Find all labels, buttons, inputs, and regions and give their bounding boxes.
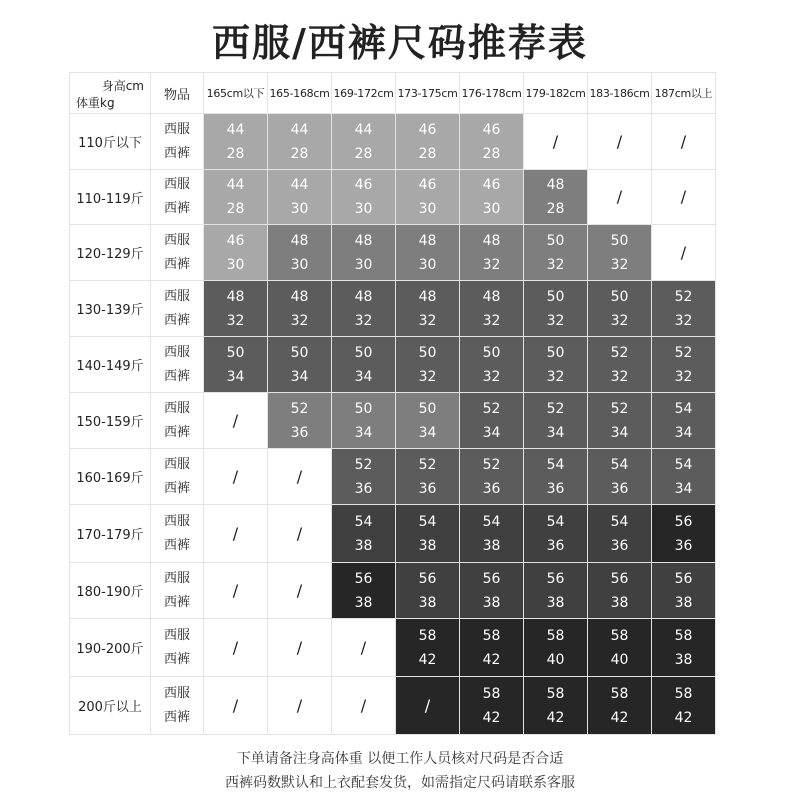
suit-size: 54 <box>482 513 501 530</box>
size-cell-na: / <box>204 449 268 505</box>
pants-size: 28 <box>482 145 501 162</box>
pants-size: 40 <box>610 651 629 668</box>
size-cell <box>652 619 716 677</box>
size-cell <box>524 170 588 225</box>
page-title: 西服/西裤尺码推荐表 <box>212 21 588 65</box>
suit-size: 50 <box>610 232 629 249</box>
size-cell-na: / <box>204 393 268 449</box>
suit-label: 西服 <box>163 570 190 586</box>
size-cell <box>588 677 652 735</box>
size-cell-na: / <box>332 677 396 735</box>
size-cell <box>652 505 716 563</box>
pants-label: 西裤 <box>163 256 190 272</box>
weight-cell: 150-159斤 <box>70 393 151 449</box>
pants-size: 38 <box>674 594 693 611</box>
pants-size: 32 <box>354 312 373 329</box>
pants-size: 28 <box>354 145 373 162</box>
suit-size: 52 <box>546 400 565 417</box>
pants-size: 32 <box>610 312 629 329</box>
pants-size: 34 <box>546 424 565 441</box>
pants-size: 32 <box>482 312 501 329</box>
size-chart-table <box>69 72 716 735</box>
size-cell <box>524 225 588 281</box>
size-cell <box>652 281 716 337</box>
size-cell <box>588 393 652 449</box>
pants-size: 38 <box>418 594 437 611</box>
pants-size: 42 <box>674 709 693 726</box>
suit-size: 58 <box>546 627 565 644</box>
table-row <box>70 170 716 225</box>
suit-size: 52 <box>482 400 501 417</box>
pants-size: 32 <box>226 312 245 329</box>
size-cell <box>204 114 268 170</box>
suit-size: 46 <box>354 177 373 193</box>
pants-label: 西裤 <box>163 201 190 216</box>
size-cell <box>588 563 652 619</box>
weight-label: 体重kg <box>76 96 115 110</box>
suit-size: 52 <box>290 400 309 417</box>
size-cell <box>332 114 396 170</box>
pants-size: 36 <box>546 480 565 497</box>
size-cell-na: / <box>268 619 332 677</box>
size-cell <box>204 170 268 225</box>
footer-note-2: 西裤码数默认和上衣配套发货，如需指定尺码请联系客服 <box>225 775 575 791</box>
pants-size: 36 <box>610 480 629 497</box>
suit-size: 58 <box>546 685 565 702</box>
size-cell <box>332 170 396 225</box>
suit-size: 48 <box>418 232 437 249</box>
suit-size: 50 <box>290 344 309 361</box>
pants-size: 34 <box>226 368 245 385</box>
pants-size: 34 <box>354 368 373 385</box>
pants-size: 30 <box>290 256 309 273</box>
suit-size: 52 <box>610 400 629 417</box>
pants-size: 30 <box>418 201 437 217</box>
suit-size: 48 <box>290 288 309 305</box>
size-cell <box>332 225 396 281</box>
suit-size: 58 <box>418 627 437 644</box>
suit-size: 44 <box>226 121 245 138</box>
pants-label: 西裤 <box>163 424 190 440</box>
pants-size: 30 <box>354 201 373 217</box>
size-cell <box>396 225 460 281</box>
pants-size: 32 <box>674 312 693 329</box>
suit-size: 52 <box>674 288 693 305</box>
size-cell <box>332 337 396 393</box>
pants-size: 42 <box>482 709 501 726</box>
suit-label: 西服 <box>163 288 190 304</box>
size-cell <box>332 393 396 449</box>
suit-size: 58 <box>674 685 693 702</box>
height-col-header: 165cm以下 <box>204 73 268 114</box>
size-cell <box>396 337 460 393</box>
suit-size: 54 <box>674 456 693 473</box>
pants-size: 32 <box>546 368 565 385</box>
pants-size: 38 <box>354 537 373 554</box>
weight-cell: 120-129斤 <box>70 225 151 281</box>
size-cell <box>524 563 588 619</box>
suit-size: 58 <box>482 627 501 644</box>
item-cell <box>151 677 204 735</box>
suit-label: 西服 <box>163 513 190 529</box>
pants-size: 38 <box>546 594 565 611</box>
suit-label: 西服 <box>163 232 190 248</box>
item-cell <box>151 225 204 281</box>
suit-size: 50 <box>546 232 565 249</box>
pants-size: 34 <box>418 424 437 441</box>
suit-label: 西服 <box>163 177 190 192</box>
suit-size: 52 <box>482 456 501 473</box>
size-cell <box>588 281 652 337</box>
item-cell <box>151 337 204 393</box>
pants-size: 42 <box>418 651 437 668</box>
pants-size: 38 <box>354 594 373 611</box>
pants-size: 38 <box>610 594 629 611</box>
suit-label: 西服 <box>163 456 190 472</box>
suit-size: 54 <box>418 513 437 530</box>
size-cell-na: / <box>396 677 460 735</box>
size-cell <box>460 225 524 281</box>
suit-size: 50 <box>354 400 373 417</box>
size-cell <box>524 619 588 677</box>
size-cell <box>204 281 268 337</box>
suit-label: 西服 <box>163 344 190 360</box>
size-cell <box>460 337 524 393</box>
size-cell <box>460 505 524 563</box>
height-col-header: 173-175cm <box>396 73 460 114</box>
suit-size: 50 <box>354 344 373 361</box>
item-cell <box>151 449 204 505</box>
pants-size: 36 <box>482 480 501 497</box>
size-cell <box>332 505 396 563</box>
pants-label: 西裤 <box>163 651 190 667</box>
size-cell <box>524 281 588 337</box>
pants-size: 36 <box>674 537 693 554</box>
size-cell-na: / <box>204 677 268 735</box>
size-cell <box>204 225 268 281</box>
pants-size: 34 <box>354 424 373 441</box>
size-cell-na: / <box>332 619 396 677</box>
suit-size: 56 <box>482 570 501 587</box>
suit-label: 西服 <box>163 400 190 416</box>
pants-size: 30 <box>418 256 437 273</box>
suit-size: 44 <box>290 121 309 138</box>
pants-size: 34 <box>674 480 693 497</box>
size-cell <box>460 563 524 619</box>
suit-size: 44 <box>226 177 245 193</box>
pants-size: 28 <box>418 145 437 162</box>
size-cell <box>268 170 332 225</box>
size-cell <box>460 619 524 677</box>
size-cell <box>268 114 332 170</box>
size-cell <box>652 563 716 619</box>
weight-cell: 110-119斤 <box>70 170 151 225</box>
size-cell <box>588 619 652 677</box>
suit-size: 56 <box>418 570 437 587</box>
pants-size: 32 <box>290 312 309 329</box>
size-cell <box>524 337 588 393</box>
item-cell <box>151 505 204 563</box>
weight-cell: 180-190斤 <box>70 563 151 619</box>
suit-size: 54 <box>610 456 629 473</box>
table-row <box>70 563 716 619</box>
table-body <box>70 114 716 735</box>
height-col-header: 176-178cm <box>460 73 524 114</box>
suit-size: 58 <box>610 627 629 644</box>
suit-size: 56 <box>610 570 629 587</box>
pants-size: 42 <box>610 709 629 726</box>
suit-size: 56 <box>674 570 693 587</box>
pants-label: 西裤 <box>163 709 190 725</box>
size-cell <box>268 225 332 281</box>
suit-size: 44 <box>354 121 373 138</box>
pants-size: 42 <box>482 651 501 668</box>
size-cell-na: / <box>204 619 268 677</box>
pants-size: 36 <box>610 537 629 554</box>
suit-size: 48 <box>290 232 309 249</box>
height-col-header: 165-168cm <box>268 73 332 114</box>
size-cell <box>524 449 588 505</box>
suit-size: 48 <box>482 288 501 305</box>
size-cell <box>652 393 716 449</box>
pants-size: 30 <box>290 201 309 217</box>
table-row <box>70 281 716 337</box>
suit-size: 50 <box>610 288 629 305</box>
item-cell <box>151 619 204 677</box>
size-cell <box>588 225 652 281</box>
pants-size: 32 <box>482 256 501 273</box>
pants-size: 32 <box>482 368 501 385</box>
size-cell-na: / <box>204 505 268 563</box>
size-cell-na: / <box>524 114 588 170</box>
weight-cell: 200斤以上 <box>70 677 151 735</box>
height-col-header: 187cm以上 <box>652 73 716 114</box>
pants-label: 西裤 <box>163 480 190 496</box>
suit-size: 50 <box>418 344 437 361</box>
suit-size: 48 <box>418 288 437 305</box>
size-cell-na: / <box>652 114 716 170</box>
size-cell <box>396 114 460 170</box>
suit-size: 54 <box>546 513 565 530</box>
size-cell <box>332 449 396 505</box>
suit-size: 48 <box>226 288 245 305</box>
pants-size: 32 <box>674 368 693 385</box>
pants-size: 38 <box>418 537 437 554</box>
pants-size: 34 <box>482 424 501 441</box>
size-cell <box>396 170 460 225</box>
height-col-header: 169-172cm <box>332 73 396 114</box>
suit-size: 52 <box>418 456 437 473</box>
suit-size: 48 <box>354 232 373 249</box>
suit-size: 48 <box>354 288 373 305</box>
height-label: 身高cm <box>101 79 144 93</box>
footer-note-1: 下单请备注身高体重 以便工作人员核对尺码是否合适 <box>236 751 564 767</box>
item-cell <box>151 563 204 619</box>
weight-cell: 170-179斤 <box>70 505 151 563</box>
suit-size: 46 <box>418 121 437 138</box>
suit-label: 西服 <box>163 627 190 643</box>
size-cell <box>396 505 460 563</box>
size-cell-na: / <box>268 677 332 735</box>
size-cell <box>588 505 652 563</box>
table-row <box>70 225 716 281</box>
pants-size: 36 <box>290 424 309 441</box>
suit-size: 54 <box>354 513 373 530</box>
size-cell <box>652 677 716 735</box>
pants-size: 36 <box>546 537 565 554</box>
weight-cell: 190-200斤 <box>70 619 151 677</box>
item-cell <box>151 170 204 225</box>
size-cell <box>460 281 524 337</box>
height-col-header: 179-182cm <box>524 73 588 114</box>
pants-size: 36 <box>354 480 373 497</box>
suit-size: 56 <box>354 570 373 587</box>
table-row <box>70 337 716 393</box>
size-cell <box>396 281 460 337</box>
table-row <box>70 619 716 677</box>
size-cell-na: / <box>268 449 332 505</box>
suit-size: 50 <box>226 344 245 361</box>
weight-cell: 130-139斤 <box>70 281 151 337</box>
pants-size: 28 <box>290 145 309 162</box>
size-cell <box>652 337 716 393</box>
pants-label: 西裤 <box>163 368 190 384</box>
size-cell <box>204 337 268 393</box>
table-row <box>70 449 716 505</box>
size-cell <box>652 449 716 505</box>
suit-size: 54 <box>546 456 565 473</box>
pants-size: 34 <box>674 424 693 441</box>
size-cell-na: / <box>652 170 716 225</box>
item-cell <box>151 393 204 449</box>
suit-size: 50 <box>546 288 565 305</box>
suit-size: 48 <box>546 177 565 193</box>
pants-size: 32 <box>546 312 565 329</box>
table-row <box>70 677 716 735</box>
pants-size: 36 <box>418 480 437 497</box>
pants-size: 28 <box>226 201 245 217</box>
size-cell-na: / <box>268 563 332 619</box>
pants-size: 38 <box>674 651 693 668</box>
pants-size: 38 <box>482 594 501 611</box>
suit-size: 54 <box>674 400 693 417</box>
header-row <box>70 73 716 114</box>
pants-size: 28 <box>546 201 565 217</box>
suit-size: 50 <box>482 344 501 361</box>
size-cell <box>524 505 588 563</box>
suit-size: 52 <box>674 344 693 361</box>
size-cell <box>460 449 524 505</box>
size-cell-na: / <box>204 563 268 619</box>
suit-size: 52 <box>354 456 373 473</box>
size-cell <box>396 619 460 677</box>
pants-size: 40 <box>546 651 565 668</box>
size-cell-na: / <box>588 114 652 170</box>
pants-size: 32 <box>546 256 565 273</box>
pants-size: 32 <box>610 368 629 385</box>
suit-size: 58 <box>610 685 629 702</box>
size-cell <box>396 393 460 449</box>
suit-label: 西服 <box>163 121 190 137</box>
weight-cell: 110斤以下 <box>70 114 151 170</box>
pants-size: 28 <box>226 145 245 162</box>
size-cell <box>588 337 652 393</box>
suit-size: 50 <box>418 400 437 417</box>
size-cell <box>460 393 524 449</box>
size-cell <box>524 677 588 735</box>
item-cell <box>151 114 204 170</box>
size-cell <box>332 563 396 619</box>
pants-size: 38 <box>482 537 501 554</box>
size-cell <box>396 563 460 619</box>
corner-header <box>70 73 151 114</box>
suit-size: 54 <box>610 513 629 530</box>
pants-size: 34 <box>610 424 629 441</box>
size-cell <box>460 170 524 225</box>
size-cell <box>268 337 332 393</box>
table-row <box>70 505 716 563</box>
pants-size: 34 <box>290 368 309 385</box>
size-cell-na: / <box>652 225 716 281</box>
size-cell <box>268 281 332 337</box>
pants-label: 西裤 <box>163 594 190 610</box>
size-cell-na: / <box>268 505 332 563</box>
item-cell <box>151 281 204 337</box>
pants-size: 32 <box>610 256 629 273</box>
weight-cell: 140-149斤 <box>70 337 151 393</box>
suit-size: 56 <box>674 513 693 530</box>
height-col-header: 183-186cm <box>588 73 652 114</box>
size-cell <box>460 114 524 170</box>
suit-size: 58 <box>674 627 693 644</box>
pants-size: 32 <box>418 312 437 329</box>
weight-cell: 160-169斤 <box>70 449 151 505</box>
item-header: 物品 <box>151 73 204 114</box>
suit-size: 44 <box>290 177 309 193</box>
pants-size: 30 <box>482 201 501 217</box>
pants-size: 30 <box>354 256 373 273</box>
suit-size: 52 <box>610 344 629 361</box>
pants-size: 30 <box>226 256 245 273</box>
pants-size: 42 <box>546 709 565 726</box>
size-cell <box>588 449 652 505</box>
size-cell-na: / <box>588 170 652 225</box>
suit-size: 46 <box>482 121 501 138</box>
size-cell <box>332 281 396 337</box>
table-row <box>70 393 716 449</box>
suit-size: 46 <box>482 177 501 193</box>
suit-size: 58 <box>482 685 501 702</box>
table-row <box>70 114 716 170</box>
pants-label: 西裤 <box>163 537 190 553</box>
suit-size: 46 <box>226 232 245 249</box>
size-cell <box>396 449 460 505</box>
suit-size: 56 <box>546 570 565 587</box>
pants-label: 西裤 <box>163 312 190 328</box>
pants-size: 32 <box>418 368 437 385</box>
suit-size: 46 <box>418 177 437 193</box>
size-cell <box>460 677 524 735</box>
suit-size: 50 <box>546 344 565 361</box>
size-cell <box>268 393 332 449</box>
suit-label: 西服 <box>163 685 190 701</box>
size-cell <box>524 393 588 449</box>
suit-size: 48 <box>482 232 501 249</box>
pants-label: 西裤 <box>163 145 190 161</box>
